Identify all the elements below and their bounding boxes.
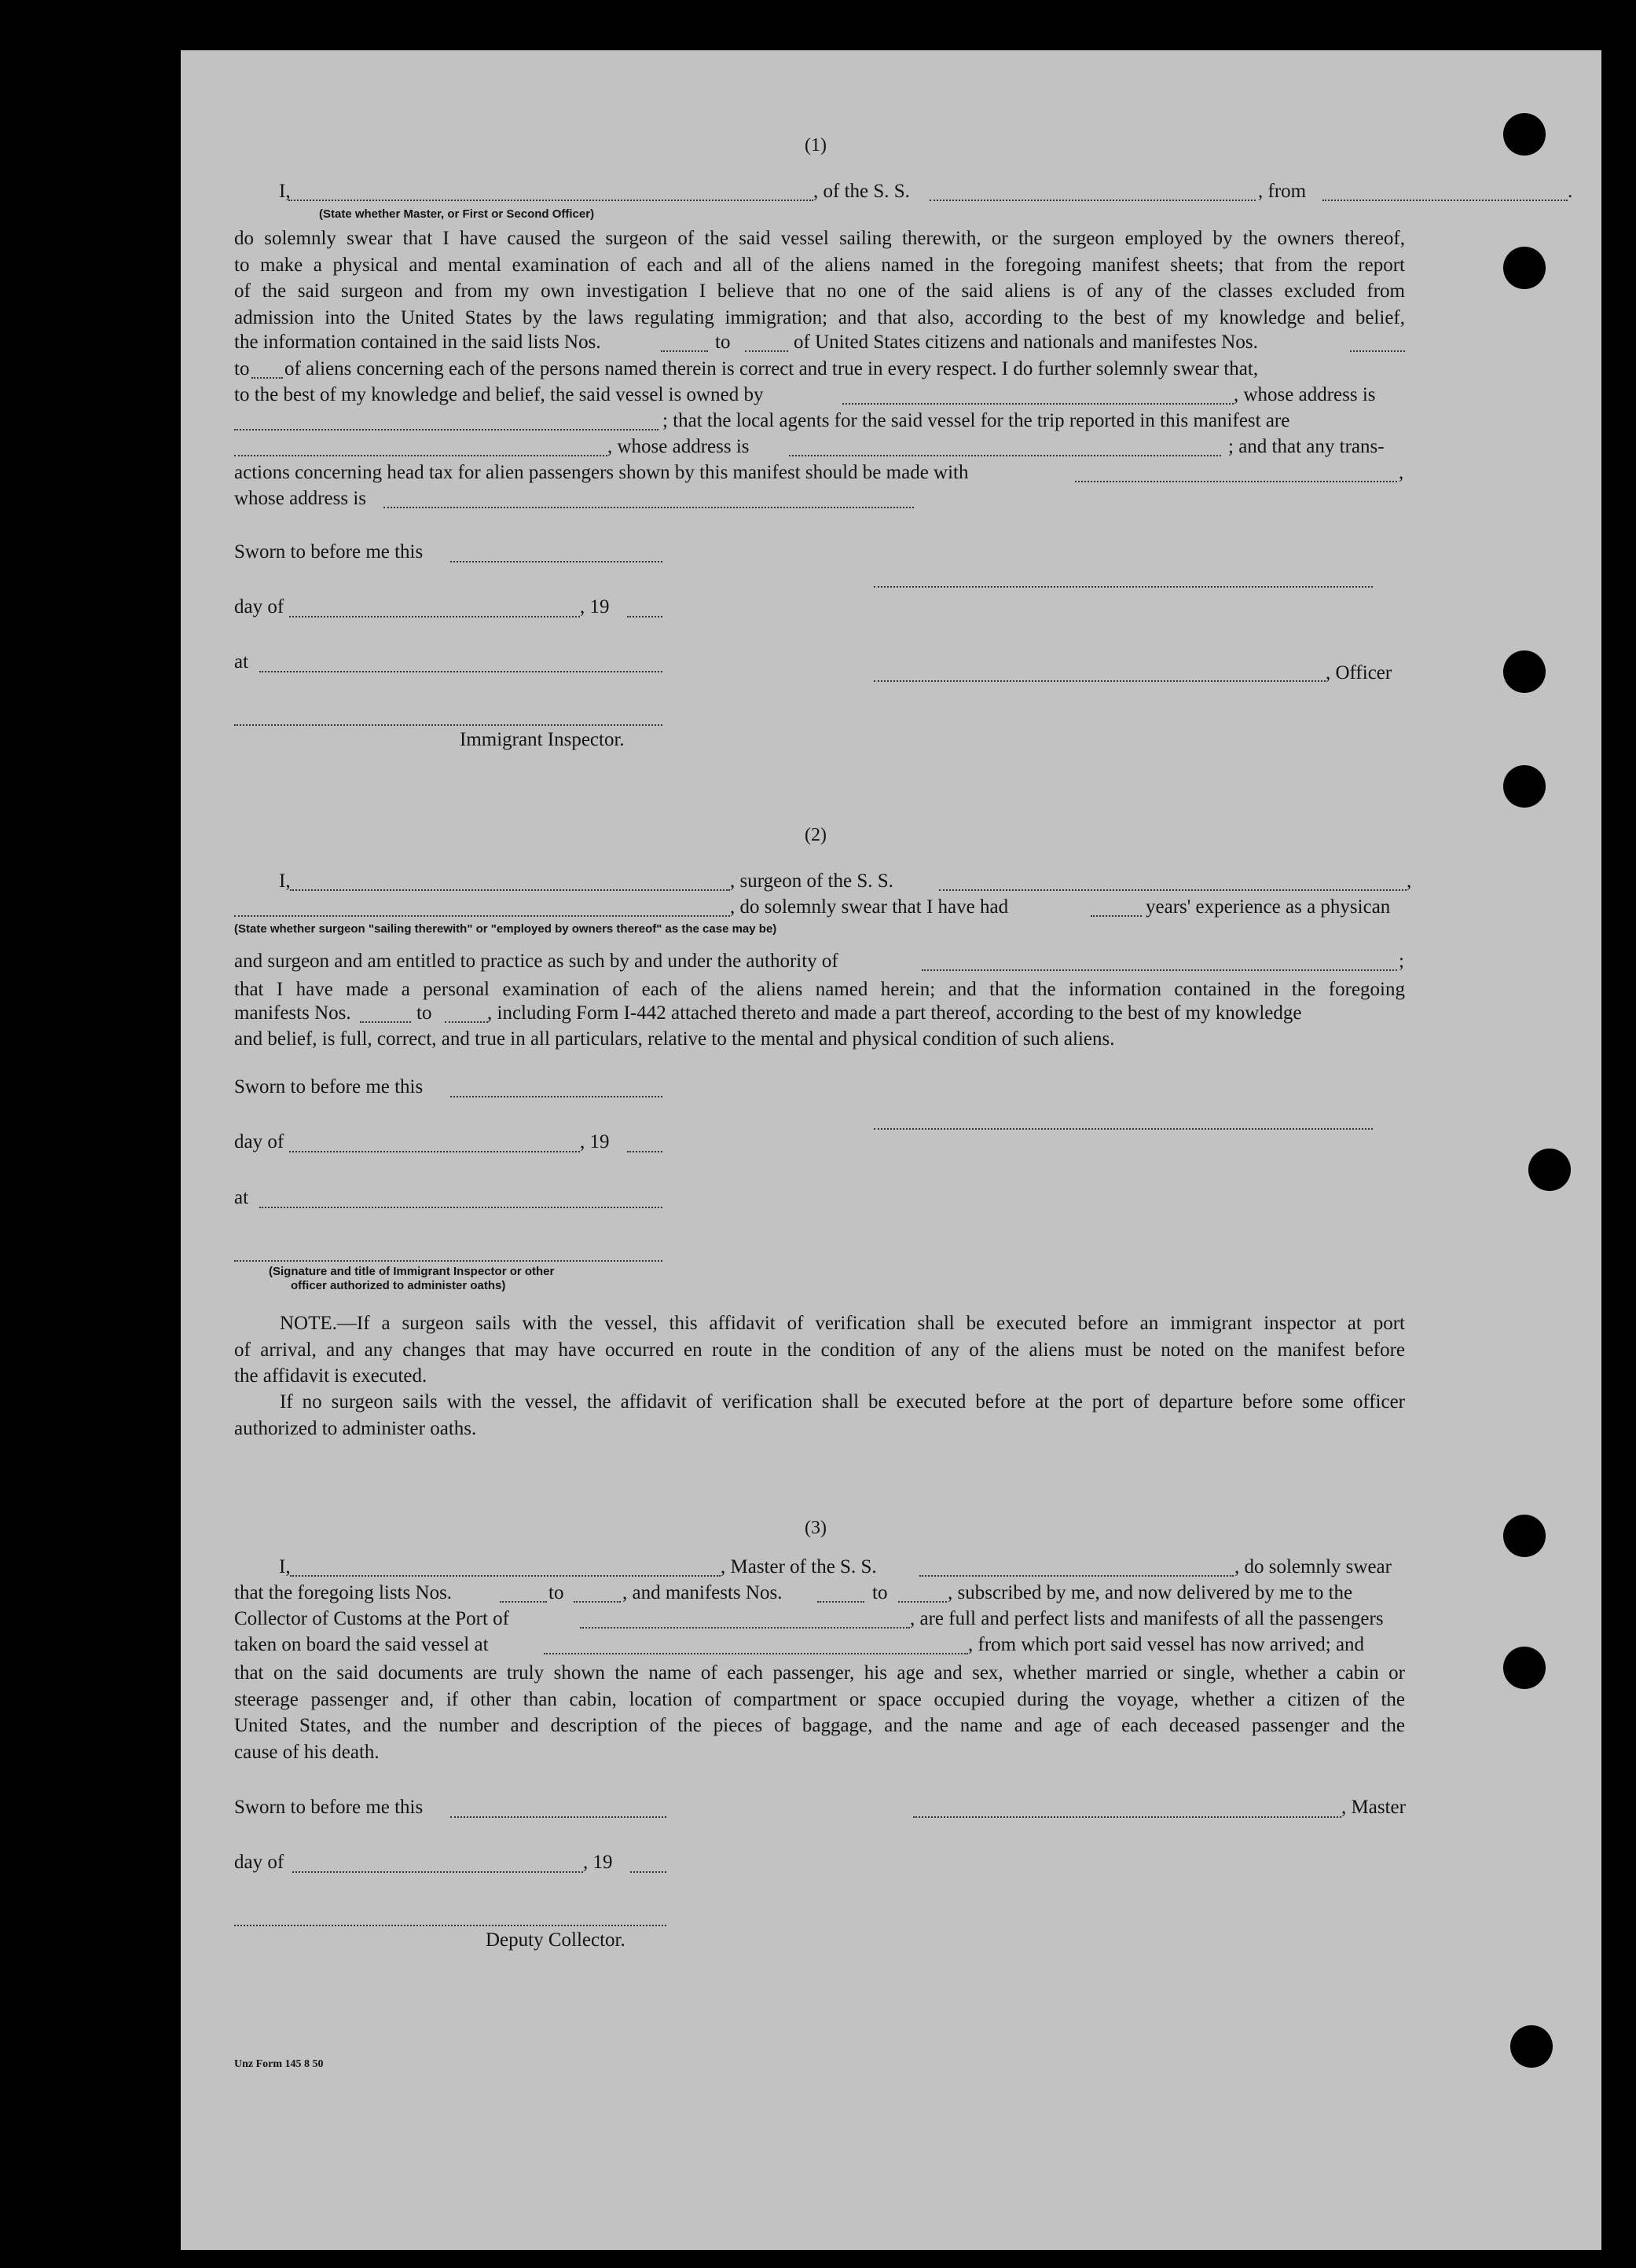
officer-name-field[interactable] bbox=[288, 200, 813, 201]
section-2-line: that I have made a personal examination of each of the aliens named herein; and that the information contained in the foregoing bbox=[234, 979, 1405, 1000]
note-line: authorized to administer oaths. bbox=[234, 1417, 477, 1439]
surgeon-vessel-field[interactable] bbox=[939, 889, 1407, 891]
owner-name-field[interactable] bbox=[842, 403, 1234, 405]
section-2-sworn-label: Sworn to before me this bbox=[234, 1076, 424, 1097]
section-1-year-prefix: , 19 bbox=[580, 596, 610, 617]
film-mark bbox=[66, 1842, 70, 1855]
film-mark bbox=[68, 1889, 72, 1929]
section-1-at-label: at bbox=[234, 651, 249, 672]
section-3-year-prefix: , 19 bbox=[583, 1852, 613, 1873]
vessel-name-field[interactable] bbox=[930, 200, 1256, 201]
section-3-line-1: I, , Master of the S. S. , do solemnly swear bbox=[279, 1556, 1392, 1577]
section-3-manifest-from-field[interactable] bbox=[817, 1601, 864, 1603]
section-3-number: (3) bbox=[805, 1518, 827, 1538]
from-port-field[interactable] bbox=[1322, 200, 1568, 201]
citizen-list-to-field[interactable] bbox=[745, 350, 788, 352]
section-2-number: (2) bbox=[805, 825, 827, 845]
section-1-sworn-label: Sworn to before me this bbox=[234, 541, 424, 562]
section-2-body bbox=[234, 976, 1405, 1003]
section-2-month-field[interactable] bbox=[289, 1151, 580, 1152]
section-2-sworn-date-field[interactable] bbox=[450, 1096, 662, 1097]
section-2-line-2: , do solemnly swear that I have had years' experience as a physican bbox=[234, 896, 1529, 923]
surgeon-name-field[interactable] bbox=[290, 889, 730, 891]
section-1-month-field[interactable] bbox=[289, 616, 580, 617]
head-tax-address-field[interactable] bbox=[383, 507, 914, 508]
inspector-signature-field[interactable] bbox=[234, 724, 662, 726]
section-1-body bbox=[234, 225, 1405, 331]
citizen-list-from-field[interactable] bbox=[661, 350, 708, 352]
officer-rank-note: (State whether Master, or First or Second Officer) bbox=[319, 207, 595, 221]
surgeon-signature-field[interactable] bbox=[874, 1128, 1373, 1130]
section-3-manifest-to-field[interactable] bbox=[898, 1601, 947, 1603]
section-3-sworn-label: Sworn to before me this bbox=[234, 1797, 424, 1818]
section-2-year-prefix: , 19 bbox=[580, 1131, 610, 1152]
section-1-line: do solemnly swear that I have caused the surgeon of the said vessel sailing therewith, or the surgeon employed by the owners thereof, bbox=[234, 228, 1405, 249]
immigrant-inspector-label: Immigrant Inspector. bbox=[460, 729, 625, 750]
section-3-lists-line: that the foregoing lists Nos. to , and manifests Nos. to , subscribed by me, and now delivered by me to the bbox=[234, 1582, 1353, 1603]
form-number: Unz Form 145 8 50 bbox=[234, 2058, 324, 2070]
section-2-line-1: I, , surgeon of the S. S. , bbox=[279, 870, 1412, 892]
signature-title-note-2: officer authorized to administer oaths) bbox=[291, 1279, 506, 1292]
binder-hole bbox=[1503, 247, 1546, 289]
film-mark bbox=[68, 1782, 72, 1813]
section-3-sworn-date-field[interactable] bbox=[450, 1816, 666, 1818]
deputy-collector-signature-field[interactable] bbox=[234, 1925, 666, 1926]
section-1-aliens-line: to of aliens concerning each of the persons named therein is correct and true in every respect. I do further solemnly swear that, bbox=[234, 358, 1259, 379]
head-tax-contact-field[interactable] bbox=[1075, 481, 1397, 482]
note-paragraph-1 bbox=[234, 1310, 1405, 1390]
manifest-affidavit-page bbox=[181, 50, 1601, 2250]
section-1-line-1: I, , of the S. S. , from . bbox=[279, 181, 1573, 202]
section-3-month-field[interactable] bbox=[292, 1871, 583, 1873]
note-line: the affidavit is executed. bbox=[234, 1365, 427, 1387]
master-label: , Master bbox=[1341, 1797, 1406, 1818]
section-2-day-of-label: day of bbox=[234, 1131, 284, 1152]
section-1-agent-address-line: , whose address is ; and that any trans- bbox=[234, 436, 1405, 463]
binder-hole bbox=[1503, 765, 1546, 808]
section-2-place-field[interactable] bbox=[259, 1207, 662, 1208]
surgeon-status-note: (State whether surgeon "sailing therewith" or "employed by owners thereof" as the case may be) bbox=[234, 922, 777, 936]
binder-hole bbox=[1503, 1515, 1546, 1557]
boarding-port-field[interactable] bbox=[544, 1653, 968, 1654]
section-1-owner-line: to the best of my knowledge and belief, the said vessel is owned by , whose address is bbox=[234, 384, 1376, 405]
years-experience-field[interactable] bbox=[1091, 915, 1142, 917]
section-3-line: that on the said documents are truly shown the name of each passenger, his age and sex, whether married or single, whether a cabin or bbox=[234, 1662, 1405, 1684]
owner-address-field[interactable] bbox=[234, 429, 658, 431]
section-1-sworn-date-field[interactable] bbox=[450, 561, 662, 562]
master-name-field[interactable] bbox=[290, 1575, 721, 1577]
section-2-inspector-signature-field[interactable] bbox=[234, 1260, 662, 1262]
section-3-line: United States, and the number and description of the pieces of baggage, and the name and age of each deceased passenger and the bbox=[234, 1715, 1405, 1736]
collector-port-field[interactable] bbox=[580, 1627, 910, 1629]
section-1-lists-line: the information contained in the said lists Nos. to of United States citizens and nationals and manifestes Nos. bbox=[234, 332, 1405, 358]
section-2-authority-line: and surgeon and am entitled to practice as such by and under the authority of ; bbox=[234, 951, 1404, 972]
section-1-number: (1) bbox=[805, 135, 827, 156]
section-2-at-label: at bbox=[234, 1187, 249, 1208]
film-mark bbox=[66, 1713, 70, 1727]
agent-address-field[interactable] bbox=[789, 455, 1221, 456]
section-1-contact-address-line: whose address is bbox=[234, 488, 1405, 515]
binder-hole bbox=[1503, 113, 1546, 156]
officer-label: , Officer bbox=[1326, 662, 1392, 683]
film-mark bbox=[67, 1659, 72, 1681]
section-2-manifest-to-field[interactable] bbox=[445, 1021, 488, 1023]
binder-hole bbox=[1503, 650, 1546, 693]
surgeon-status-field[interactable] bbox=[234, 915, 730, 917]
section-1-line: of the said surgeon and from my own investigation I believe that no one of the said aliens is of any of the classes excluded from bbox=[234, 280, 1405, 302]
section-3-list-to-field[interactable] bbox=[574, 1601, 621, 1603]
binder-hole bbox=[1528, 1149, 1571, 1191]
master-signature-field[interactable] bbox=[913, 1816, 1341, 1818]
section-3-line: steerage passenger and, if other than cabin, location of compartment or space occupied during the voyage, whether a citizen of the bbox=[234, 1688, 1405, 1710]
section-1-line: admission into the United States by the laws regulating immigration; and that also, according to the best of my knowledge and belief, bbox=[234, 306, 1405, 328]
master-vessel-field[interactable] bbox=[919, 1575, 1234, 1577]
section-1-year-field[interactable] bbox=[627, 616, 662, 617]
section-1-place-field[interactable] bbox=[259, 671, 662, 672]
binder-hole bbox=[1510, 2025, 1553, 2068]
section-3-day-of-label: day of bbox=[234, 1852, 284, 1873]
section-3-body bbox=[234, 1660, 1405, 1765]
deputy-collector-label: Deputy Collector. bbox=[486, 1929, 625, 1951]
alien-manifest-to-field[interactable] bbox=[251, 377, 283, 379]
signature-title-note-1: (Signature and title of Immigrant Inspector or other bbox=[269, 1265, 555, 1278]
section-2-year-field[interactable] bbox=[627, 1151, 662, 1152]
practice-authority-field[interactable] bbox=[922, 969, 1397, 971]
section-2-manifest-from-field[interactable] bbox=[360, 1021, 411, 1023]
note-paragraph-2 bbox=[234, 1389, 1405, 1442]
agent-name-field[interactable] bbox=[234, 455, 607, 456]
note-line: of arrival, and any changes that may have occurred en route in the condition of any of the aliens must be noted on the manifest before bbox=[234, 1339, 1405, 1361]
section-3-line: cause of his death. bbox=[234, 1741, 380, 1763]
binder-hole bbox=[1503, 1647, 1546, 1689]
note-line: NOTE.—If a surgeon sails with the vessel, this affidavit of verification shall be executed before an immigrant inspector at port bbox=[280, 1313, 1405, 1334]
note-line: If no surgeon sails with the vessel, the affidavit of verification shall be executed before at the port of departure before some officer bbox=[280, 1391, 1405, 1412]
officer-title-field[interactable] bbox=[874, 680, 1326, 682]
section-1-day-of-label: day of bbox=[234, 596, 284, 617]
section-1-line: to make a physical and mental examination of each and all of the aliens named in the foregoing manifest sheets; that from the report bbox=[234, 254, 1405, 276]
section-1-headtax-line: actions concerning head tax for alien passengers shown by this manifest should be made with , bbox=[234, 462, 1404, 483]
section-3-list-from-field[interactable] bbox=[500, 1601, 547, 1603]
alien-manifest-from-field[interactable] bbox=[1350, 350, 1405, 352]
section-1-agents-line: ; that the local agents for the said vessel for the trip reported in this manifest are bbox=[234, 410, 1405, 437]
section-3-boarding-line: taken on board the said vessel at , from which port said vessel has now arrived; and bbox=[234, 1634, 1365, 1655]
section-2-last-line: and belief, is full, correct, and true in all particulars, relative to the mental and physical condition of such aliens. bbox=[234, 1028, 1115, 1050]
section-2-manifests-line: manifests Nos. to , including Form I-442 attached thereto and made a part thereof, according to the best of my knowledge bbox=[234, 1002, 1302, 1024]
section-3-port-line: Collector of Customs at the Port of , are full and perfect lists and manifests of all the passengers bbox=[234, 1608, 1384, 1629]
section-3-year-field[interactable] bbox=[630, 1871, 666, 1873]
officer-signature-field[interactable] bbox=[874, 586, 1373, 588]
